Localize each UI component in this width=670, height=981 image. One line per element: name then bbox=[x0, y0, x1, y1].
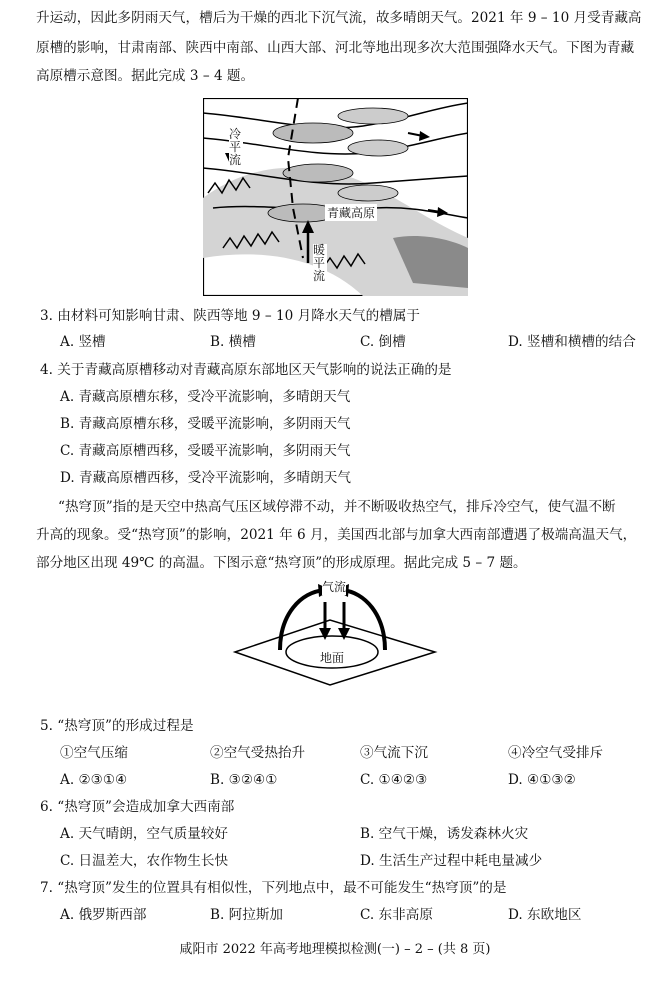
intro-line-1: 升运动，因此多阴雨天气，槽后为干燥的西北下沉气流，故多晴朗天气。2021 年 9 – 10 月受青藏高 bbox=[36, 10, 642, 26]
intro2-line-1: “热穹顶”指的是天空中热高气压区域停滞不动，并不断吸收热空气，排斥冷空气，使气温不断 bbox=[58, 499, 616, 515]
q5-item-4: ④冷空气受排斥 bbox=[508, 745, 604, 761]
q6-option-b[interactable]: B. 空气干燥，诱发森林火灾 bbox=[360, 826, 529, 842]
q4-option-d[interactable]: D. 青藏高原槽西移，受冷平流影响，多晴朗天气 bbox=[60, 470, 351, 486]
q3-option-d[interactable]: D. 竖槽和横槽的结合 bbox=[508, 334, 636, 350]
q3-option-a[interactable]: A. 竖槽 bbox=[60, 334, 106, 350]
q3-option-b[interactable]: B. 横槽 bbox=[210, 334, 256, 350]
heat-dome-diagram bbox=[230, 580, 440, 708]
q3-option-c[interactable]: C. 倒槽 bbox=[360, 334, 406, 350]
label-plateau: 青藏高原 bbox=[327, 206, 376, 220]
q6-option-c[interactable]: C. 日温差大，农作物生长快 bbox=[60, 853, 229, 869]
q6-option-a[interactable]: A. 天气晴朗，空气质量较好 bbox=[60, 826, 228, 842]
q6-option-d[interactable]: D. 生活生产过程中耗电量减少 bbox=[360, 853, 543, 869]
page-footer: 咸阳市 2022 年高考地理模拟检测(一) – 2 – (共 8 页) bbox=[179, 942, 491, 957]
q3-stem: 3. 由材料可知影响甘肃、陕西等地 9 – 10 月降水天气的槽属于 bbox=[40, 308, 420, 324]
plateau-trough-figure bbox=[203, 98, 468, 296]
q5-option-b[interactable]: B. ③②④① bbox=[210, 772, 278, 788]
q4-option-b[interactable]: B. 青藏高原槽东移，受暖平流影响，多阴雨天气 bbox=[60, 416, 351, 432]
q4-stem: 4. 关于青藏高原槽移动对青藏高原东部地区天气影响的说法正确的是 bbox=[40, 362, 452, 378]
q7-option-c[interactable]: C. 东非高原 bbox=[360, 907, 433, 923]
q4-option-a[interactable]: A. 青藏高原槽东移，受冷平流影响，多晴朗天气 bbox=[60, 389, 351, 405]
heat-dome-figure bbox=[230, 580, 440, 708]
q7-stem: 7. “热穹顶”发生的位置具有相似性，下列地点中，最不可能发生“热穹顶”的是 bbox=[40, 880, 507, 896]
q6-stem: 6. “热穹顶”会造成加拿大西南部 bbox=[40, 799, 235, 815]
intro2-line-3: 部分地区出现 49℃ 的高温。下图示意“热穹顶”的形成原理。据此完成 5 – 7 题。 bbox=[36, 555, 527, 571]
label-cold-advection: 冷平流 bbox=[229, 127, 242, 167]
q5-item-1: ①空气压缩 bbox=[60, 745, 128, 761]
intro2-line-2: 升高的现象。受“热穹顶”的影响，2021 年 6 月，美国西北部与加拿大西南部遭遇了极端高温天气， bbox=[36, 527, 637, 543]
intro-line-3: 高原槽示意图。据此完成 3 – 4 题。 bbox=[36, 68, 255, 84]
q5-stem: 5. “热穹顶”的形成过程是 bbox=[40, 718, 194, 734]
q5-option-c[interactable]: C. ①④②③ bbox=[360, 772, 428, 788]
label-airflow: 气流 bbox=[322, 580, 347, 594]
q5-item-3: ③气流下沉 bbox=[360, 745, 428, 761]
q7-option-a[interactable]: A. 俄罗斯西部 bbox=[60, 907, 147, 923]
q4-option-c[interactable]: C. 青藏高原槽西移，受暖平流影响，多阴雨天气 bbox=[60, 443, 351, 459]
q5-item-2: ②空气受热抬升 bbox=[210, 745, 306, 761]
q7-option-b[interactable]: B. 阿拉斯加 bbox=[210, 907, 284, 923]
label-warm-advection: 暖平流 bbox=[313, 243, 326, 283]
q7-option-d[interactable]: D. 东欧地区 bbox=[508, 907, 582, 923]
q5-option-a[interactable]: A. ②③①④ bbox=[60, 772, 128, 788]
label-ground: 地面 bbox=[320, 651, 345, 665]
q5-option-d[interactable]: D. ④①③② bbox=[508, 772, 576, 788]
intro-line-2: 原槽的影响，甘肃南部、陕西中南部、山西大部、河北等地出现多次大范围强降水天气。下图为青藏 bbox=[36, 40, 635, 56]
